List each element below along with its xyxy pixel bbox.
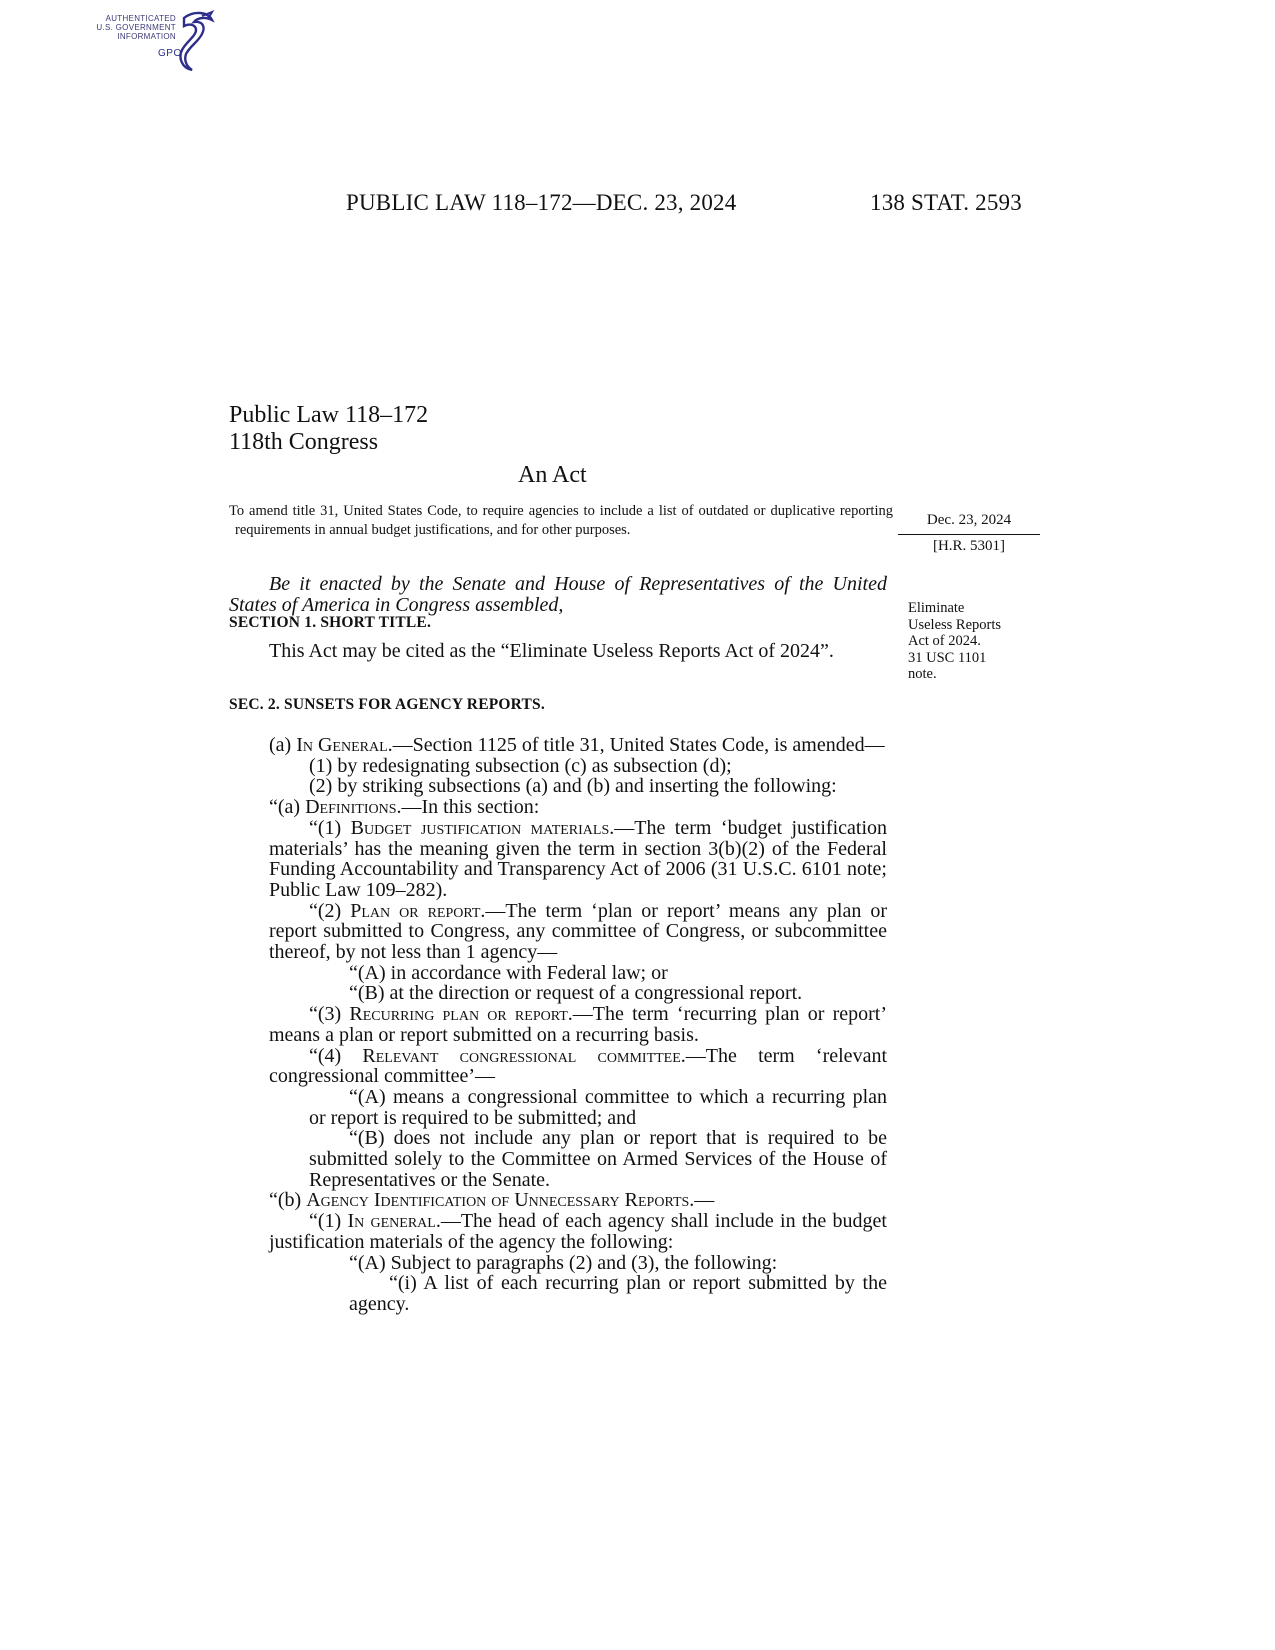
section-1-heading: SECTION 1. SHORT TITLE. xyxy=(229,614,432,631)
section-2-body xyxy=(229,735,887,1315)
enacting-clause: Be it enacted by the Senate and House of Representatives of the United States of America in Congress assembled, xyxy=(229,573,887,616)
seal-line-3: INFORMATION xyxy=(117,32,176,41)
definition-3: “(3) Recurring plan or report.—The term ‘recurring plan or report’ means a plan or report submitted on a recurring basis. xyxy=(269,1003,887,1046)
law-number: Public Law 118–172 xyxy=(229,402,429,428)
gpo-seal xyxy=(88,8,228,76)
margin-date: Dec. 23, 2024 xyxy=(926,512,1012,528)
amendment-2: (2) by striking subsections (a) and (b) and inserting the following: xyxy=(309,775,837,798)
definition-2-b: “(B) at the direction or request of a congressional report. xyxy=(349,982,803,1005)
definition-4-b: “(B) does not include any plan or report that is required to be submitted solely to the Committee on Armed Services of the House of Representatives or the Senate. xyxy=(309,1127,887,1191)
margin-bill-number: [H.R. 5301] xyxy=(932,538,1006,554)
law-title-block xyxy=(229,402,428,456)
definition-1: “(1) Budget justification materials.—The term ‘budget justification materials’ has the meaning given the term in section 3(b)(2) of the Federal Funding Accountability and Transparency Act of 2006 (31 U.S.C. 6101 note; Public Law 109–282). xyxy=(269,816,887,901)
subsection-b-1: “(1) In general.—The head of each agency shall include in the budget justification materials of the agency the following: xyxy=(269,1210,887,1253)
margin-divider xyxy=(898,534,1040,535)
subsection-b: “(b) Agency Identification of Unnecessary Reports.— xyxy=(269,1189,715,1212)
margin-note-line: note. xyxy=(908,666,937,682)
margin-note-line: Eliminate xyxy=(908,600,965,616)
margin-note-line: Useless Reports xyxy=(908,616,1002,633)
section-2-heading: SEC. 2. SUNSETS FOR AGENCY REPORTS. xyxy=(229,696,545,713)
definition-4-a: “(A) means a congressional committee to which a recurring plan or report is required to be submitted; and xyxy=(309,1085,887,1129)
margin-note-line: 31 USC 1101 xyxy=(908,649,987,666)
margin-note-line: Act of 2024. xyxy=(908,633,981,649)
definition-2: “(2) Plan or report.—The term ‘plan or report’ means any plan or report submitted to Congress, any committee of Congress, or subcommittee thereof, by not less than 1 agency— xyxy=(269,899,887,964)
eagle-icon xyxy=(172,8,222,74)
seal-line-1: AUTHENTICATED xyxy=(105,14,176,23)
section-1-text: This Act may be cited as the “Eliminate Useless Reports Act of 2024”. xyxy=(269,640,834,662)
an-act-heading: An Act xyxy=(518,462,587,488)
congress-number: 118th Congress xyxy=(229,429,379,455)
running-head-right: 138 STAT. 2593 xyxy=(870,190,1022,215)
definitions-subsection: “(a) Definitions.—In this section: xyxy=(269,796,540,819)
definition-4: “(4) Relevant congressional committee.—The term ‘relevant congressional committee’— xyxy=(269,1044,887,1088)
running-head-left: PUBLIC LAW 118–172—DEC. 23, 2024 xyxy=(346,190,737,215)
purpose-clause: To amend title 31, United States Code, to require agencies to include a list of outdated or duplicative reporting requirements in annual budget justifications, and for other purposes. xyxy=(229,503,893,538)
seal-gpo-mark: GPO xyxy=(158,48,182,59)
definition-2-a: “(A) in accordance with Federal law; or xyxy=(349,961,668,984)
subsection-b-1-a-i: “(i) A list of each recurring plan or report submitted by the agency. xyxy=(349,1272,887,1315)
seal-line-2: U.S. GOVERNMENT xyxy=(96,23,176,32)
subsection-b-1-a: “(A) Subject to paragraphs (2) and (3), the following: xyxy=(349,1251,778,1274)
amendment-1: (1) by redesignating subsection (c) as subsection (d); xyxy=(309,754,732,777)
margin-short-title-note xyxy=(908,600,1048,683)
subsection-a: (a) In General.—Section 1125 of title 31, United States Code, is amended— xyxy=(269,734,885,756)
